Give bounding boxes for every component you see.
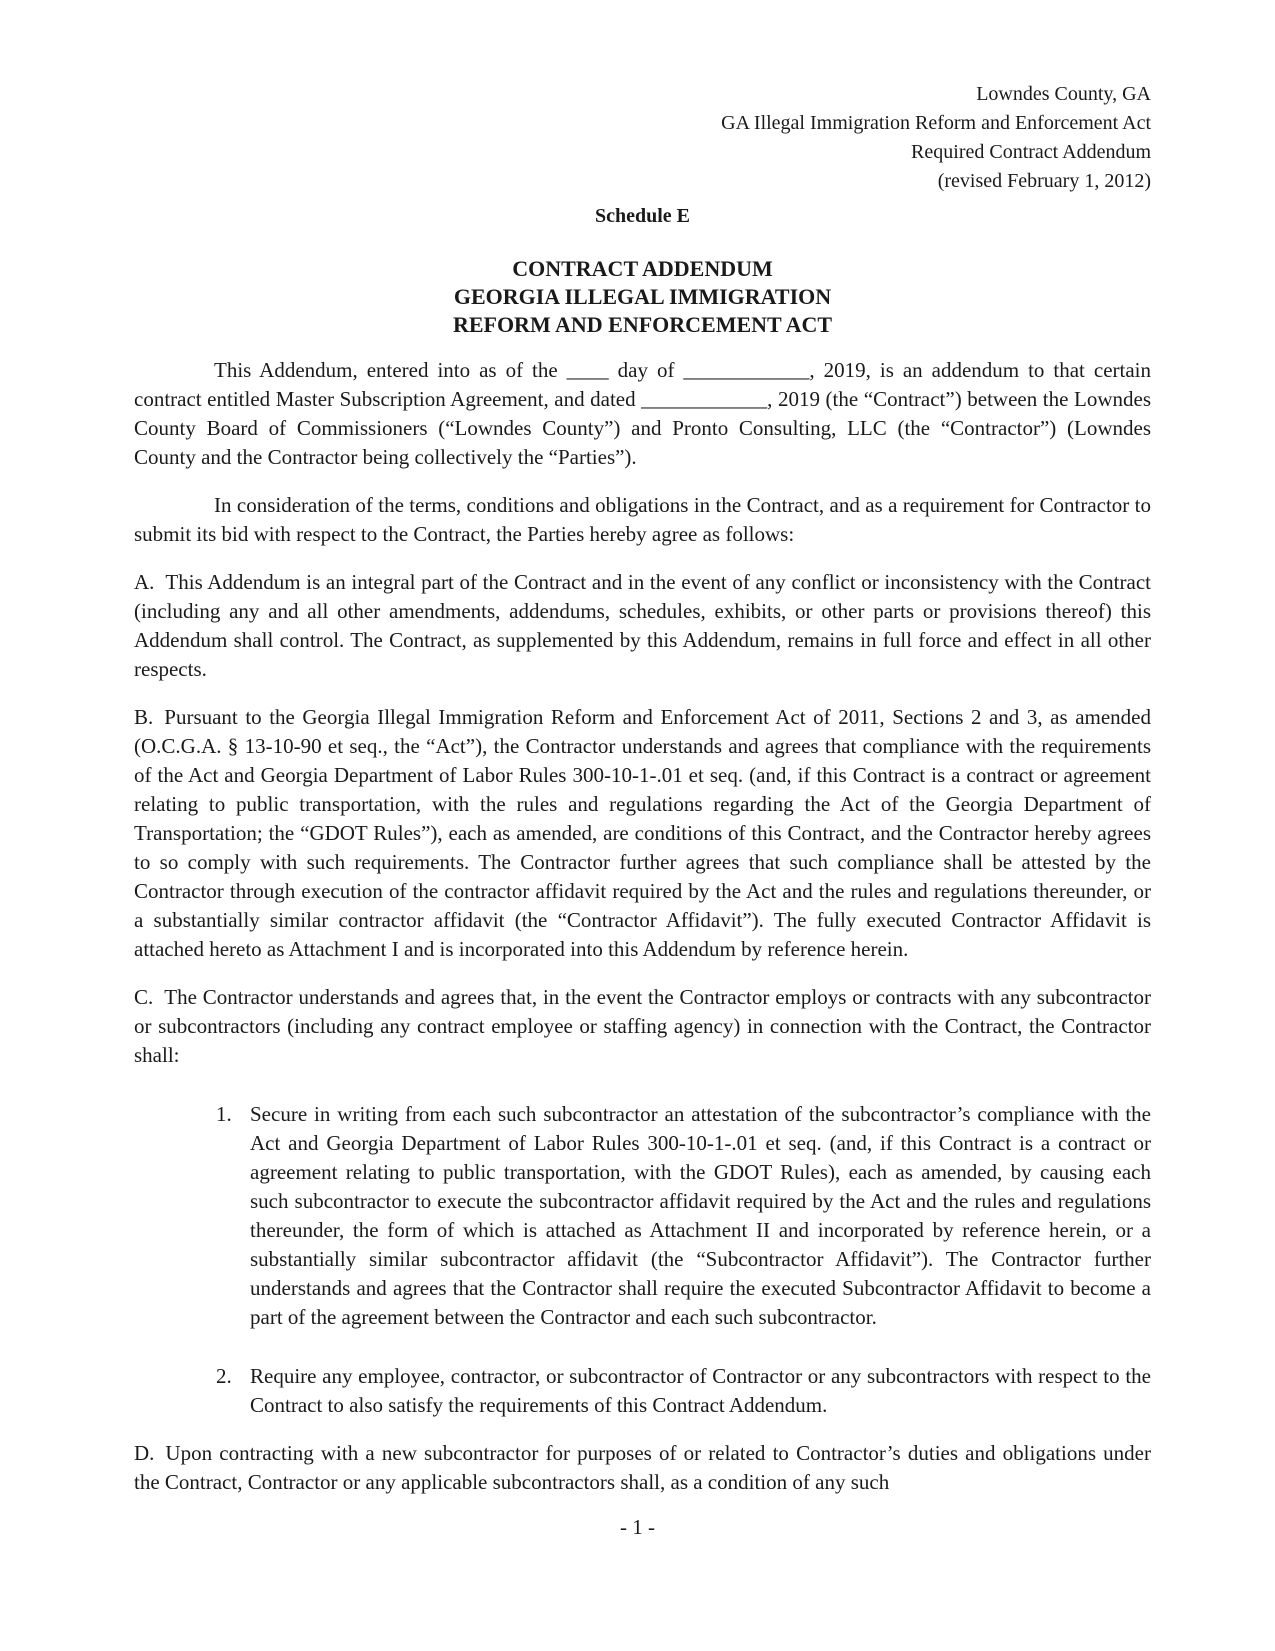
section-d-body: Upon contracting with a new subcontractor for purposes of or related to Contractor’s duties and obligations under the Contract, Contractor or any applicable subcontractors shall, as a condition of any such <box>134 1441 1151 1494</box>
page-number: - 1 - <box>620 1515 655 1539</box>
numbered-item-2-text: Require any employee, contractor, or subcontractor of Contractor or any subcontractors with respect to the Contract to also satisfy the requirements of this Contract Addendum. <box>250 1364 1151 1417</box>
section-a-label: A. <box>134 570 155 594</box>
section-b-body: Pursuant to the Georgia Illegal Immigration Reform and Enforcement Act of 2011, Sections 2 and 3, as amended (O.C.G.A. § 13-10-90 et seq., the “Act”), the Contractor understands and agrees that compliance with the requirements of the Act and Georgia Department of Labor Rules 300-10-1-.01 et seq. (and, if this Contract is a contract or agreement relating to public transportation, with the rules and regulations regarding the Act of the Georgia Department of Transportation; the “GDOT Rules”), each as amended, are conditions of this Contract, and the Contractor hereby agrees to so comply with such requirements. The Contractor further agrees that such compliance shall be attested by the Contractor through execution of the contractor affidavit required by the Act and the rules and regulations thereunder, or a substantially similar contractor affidavit (the “Contractor Affidavit”). The fully executed Contractor Affidavit is attached hereto as Attachment I and is incorporated into this Addendum by reference herein. <box>134 705 1151 961</box>
numbered-item-1-text: Secure in writing from each such subcontractor an attestation of the subcontractor’s compliance with the Act and Georgia Department of Labor Rules 300-10-1-.01 et seq. (and, if this Contract is a contract or agreement relating to public transportation, with the GDOT Rules), each as amended, by causing each such subcontractor to execute the subcontractor affidavit required by the Act and the rules and regulations thereunder, the form of which is attached as Attachment II and incorporated by reference herein, or a substantially similar subcontractor affidavit (the “Subcontractor Affidavit”). The Contractor further understands and agrees that the Contractor shall require the executed Subcontractor Affidavit to become a part of the agreement between the Contractor and each such subcontractor. <box>250 1102 1151 1329</box>
section-a-body: This Addendum is an integral part of the Contract and in the event of any conflict or inconsistency with the Contract (including any and all other amendments, addendums, schedules, exhibits, or other parts or provisions thereof) this Addendum shall control. The Contract, as supplemented by this Addendum, remains in full force and effect in all other respects. <box>134 570 1151 681</box>
numbered-item-2 <box>216 1362 1151 1420</box>
title-line-3: REFORM AND ENFORCEMENT ACT <box>452 312 833 337</box>
intro-paragraph-1: This Addendum, entered into as of the ____ day of ____________, 2019, is an addendum to that certain contract entitled Master Subscription Agreement, and dated ____________, 2019 (the “Contract”) between the Lowndes County Board of Commissioners (“Lowndes County”) and Pronto Consulting, LLC (the “Contractor”) (Lowndes County and the Contractor being collectively the “Parties”). <box>134 358 1151 469</box>
numbered-item-1-number: 1. <box>216 1102 232 1126</box>
section-b-label: B. <box>134 705 154 729</box>
section-d-label: D. <box>134 1441 155 1465</box>
section-c-label: C. <box>134 985 154 1009</box>
section-c-body: The Contractor understands and agrees that, in the event the Contractor employs or contracts with any subcontractor or subcontractors (including any contract employee or staffing agency) in connection with the Contract, the Contractor shall: <box>134 985 1151 1067</box>
title-line-2: GEORGIA ILLEGAL IMMIGRATION <box>453 284 832 309</box>
section-b-paragraph <box>134 703 1151 964</box>
section-a-paragraph <box>134 568 1151 684</box>
section-c-paragraph <box>134 983 1151 1070</box>
header-line-act: GA Illegal Immigration Reform and Enforcement Act <box>721 112 1151 134</box>
header-line-revised: (revised February 1, 2012) <box>937 170 1151 192</box>
numbered-item-1 <box>216 1100 1151 1332</box>
header-line-addendum: Required Contract Addendum <box>911 141 1151 163</box>
intro-paragraph-2: In consideration of the terms, conditions and obligations in the Contract, and as a requirement for Contractor to submit its bid with respect to the Contract, the Parties hereby agree as follows: <box>134 493 1151 546</box>
numbered-item-2-number: 2. <box>216 1364 232 1388</box>
header-line-county: Lowndes County, GA <box>976 83 1151 105</box>
section-d-paragraph <box>134 1439 1151 1497</box>
document-title <box>134 255 1151 339</box>
document-header <box>134 80 1151 196</box>
title-line-1: CONTRACT ADDENDUM <box>512 256 773 281</box>
schedule-heading: Schedule E <box>594 205 691 227</box>
